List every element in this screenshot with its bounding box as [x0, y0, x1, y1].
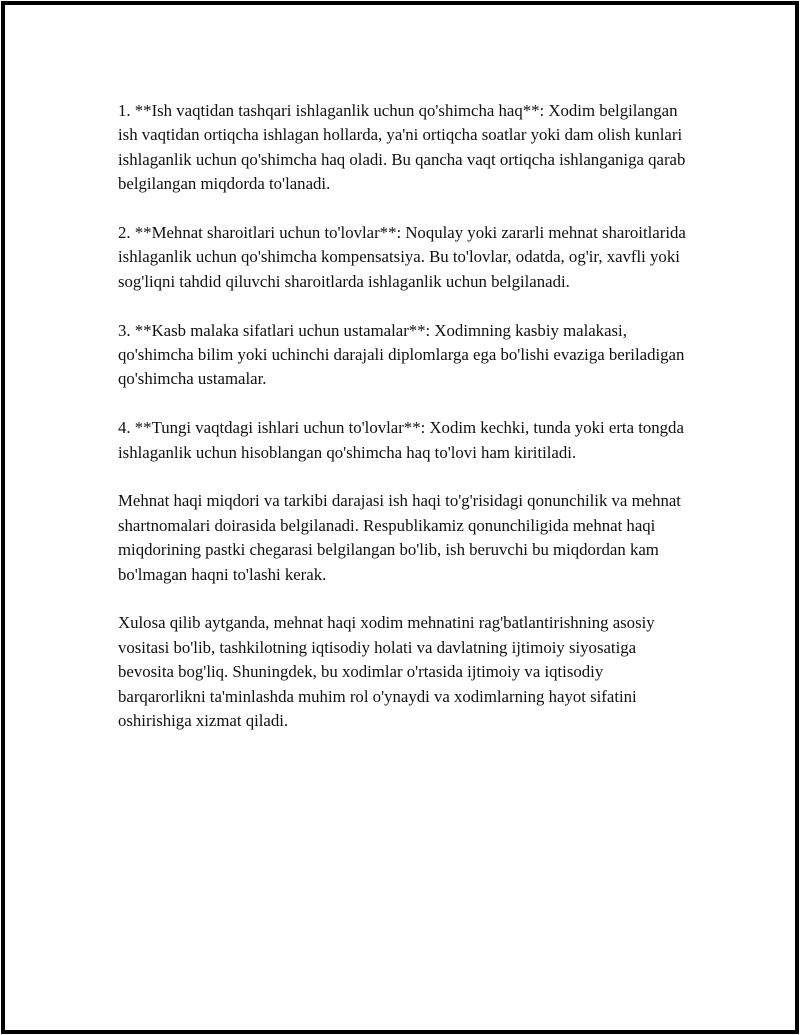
paragraph-working-conditions: 2. **Mehnat sharoitlari uchun to'lovlar**: Noqulay yoki zararli mehnat sharoitlarida ishlaganlik uchun qo'shimcha kompensatsiya. Bu to'lovlar, odatda, og'ir, xavfli yoki sog'liqni tahdid qiluvchi sharoitlarda ishlaganlik uchun belgilanadi. — [118, 223, 686, 291]
paragraph-night-work: 4. **Tungi vaqtdagi ishlari uchun to'lovlar**: Xodim kechki, tunda yoki erta tongda ishlaganlik uchun hisoblangan qo'shimcha haq to'lovi ham kiritiladi. — [118, 418, 684, 462]
paragraph-qualification-bonuses: 3. **Kasb malaka sifatlari uchun ustamalar**: Xodimning kasbiy malakasi, qo'shimcha bilim yoki uchinchi darajali diplomlarga ega bo'lishi evaziga beriladigan qo'shimcha ustamalar. — [118, 320, 685, 389]
page-frame — [1, 1, 799, 1034]
paragraph-conclusion: Xulosa qilib aytganda, mehnat haqi xodim mehnatini rag'batlantirishning asosiy vositasi bo'lib, tashkilotning iqtisodiy holati va davlatning ijtimoiy siyosatiga bevosita bog'liq. Shuningdek, bu xodimlar o'rtasida ijtimoiy va iqtisodiy barqarorlikni ta'minlashda muhim rol o'ynaydi va xodimlarning hayot sifatini oshirishiga xizmat qiladi. — [118, 613, 655, 731]
paragraph-wage-regulation: Mehnat haqi miqdori va tarkibi darajasi ish haqi to'g'risidagi qonunchilik va mehnat shartnomalari doirasida belgilanadi. Respublikamiz qonunchiligida mehnat haqi miqdorining pastki chegarasi belgilangan bo'lib, ish beruvchi bu miqdordan kam bo'lmagan haqni to'lashi kerak. — [118, 491, 681, 584]
document-body — [118, 99, 693, 758]
paragraph-overtime-pay: 1. **Ish vaqtidan tashqari ishlaganlik uchun qo'shimcha haq**: Xodim belgilangan ish vaqtidan ortiqcha ishlagan hollarda, ya'ni ortiqcha soatlar yoki dam olish kunlari ishlaganlik uchun qo'shimcha haq oladi. Bu qancha vaqt ortiqcha ishlanganiga qarab belgilangan miqdorda to'lanadi. — [118, 101, 686, 194]
